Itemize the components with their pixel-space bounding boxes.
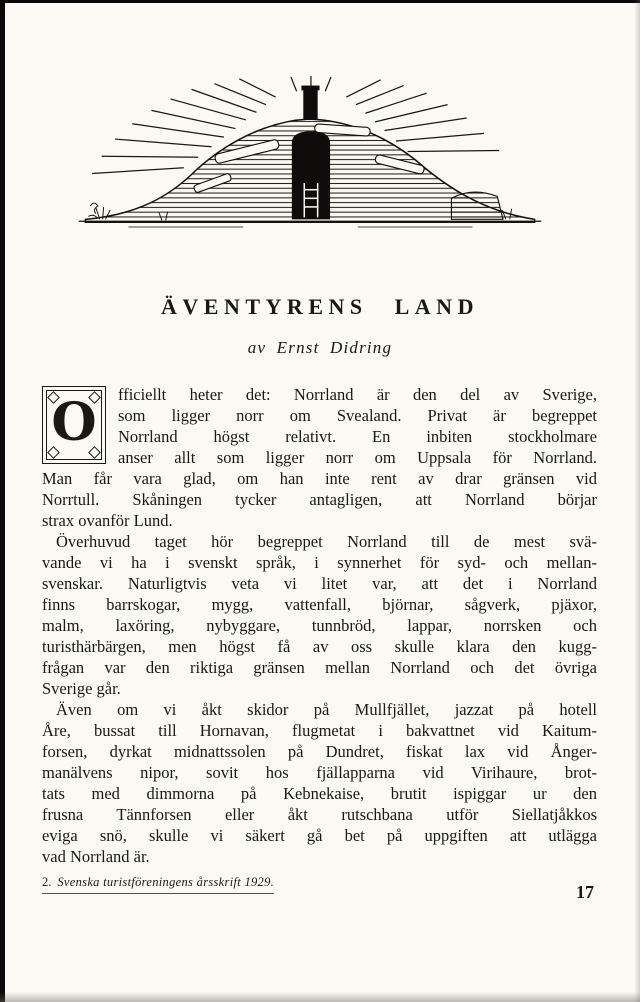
text-line: frågan var den riktiga gränsen mellan Norrland och det övriga	[42, 658, 597, 677]
page-number: 17	[576, 882, 594, 902]
footnote	[42, 875, 274, 894]
text-line: strax ovanför Lund.	[42, 511, 173, 530]
annex-mound	[451, 192, 503, 219]
text-line: Man får vara glad, om han inte rent av drar gränsen vid	[42, 469, 597, 488]
text-line: finns barrskogar, mygg, vattenfall, björnar, sågverk, pjäxor,	[42, 595, 597, 614]
text-line: eviga snö, skulle vi säkert gå bet på uppgiften att utlägga	[42, 826, 597, 845]
paragraph-2	[42, 531, 597, 699]
text-line: Även om vi åkt skidor på Mullfjället, jazzat på hotell	[56, 700, 597, 719]
text-line: malm, laxöring, nybyggare, tunnbröd, lappar, norrsken och	[42, 616, 597, 635]
text-line: tats med dimmorna på Kebnekaise, brutit ispiggar ur den	[42, 784, 597, 803]
text-line: anser allt som ligger norr om Uppsala för Norrland.	[118, 448, 597, 467]
text-line: Norrland högst relativt. En inbiten stockholmare	[118, 427, 597, 446]
chapter-title: ÄVENTYRENS LAND	[161, 294, 479, 319]
text-line: forsen, dyrkat midnattssolen på Dundret, fiskat lax vid Ånger-	[42, 742, 597, 761]
text-line: vad Norrland är.	[42, 847, 150, 866]
text-line: vande vi ha i svenskt språk, i synnerhet för syd- och mellan-	[42, 553, 597, 572]
text-line: svenskar. Naturligtvis veta vi litet var, att det i Norrland	[42, 574, 597, 593]
text-line: Sverige går.	[42, 679, 121, 698]
scan-edge-top	[0, 0, 640, 3]
text-line: frusna Tännforsen eller åkt rutschbana utför Siellatjåkkos	[42, 805, 597, 824]
chimney	[303, 87, 317, 119]
drop-cap-letter: O	[51, 392, 97, 453]
paragraph-3	[42, 699, 597, 867]
paragraph-1	[42, 384, 597, 531]
turf-hut-svg	[60, 76, 560, 248]
footnote-marker: 2.	[42, 875, 52, 889]
text-line: som ligger norr om Svealand. Privat är begreppet	[118, 406, 597, 425]
turf-hut-illustration	[60, 76, 560, 248]
text-line: manälvens nipor, sovit hos fjällapparna vid Virihaure, brot-	[42, 763, 597, 782]
scan-edge-left	[0, 0, 5, 1002]
drop-cap-initial	[42, 386, 106, 464]
paragraph-1-lines	[42, 384, 597, 531]
scan-edge-bottom	[0, 992, 640, 1002]
scan-edge-right	[634, 0, 640, 1002]
text-line: Överhuvud taget hör begreppet Norrland till de mest svä-	[56, 532, 597, 551]
author-byline: av Ernst Didring	[247, 338, 393, 357]
text-line: Åre, bussat till Hornavan, flugmetat i bakvattnet vid Kaitum-	[42, 721, 597, 740]
footnote-text: Svenska turistföreningens årsskrift 1929.	[57, 875, 275, 889]
text-line: Norrtull. Skåningen tycker antagligen, att Norrland börjar	[42, 490, 597, 509]
text-line: turisthärbärgen, men högst få av oss skulle klara den kugg-	[42, 637, 597, 656]
text-line: fficiellt heter det: Norrland är den del av Sverige,	[118, 385, 597, 404]
body-text	[42, 384, 597, 867]
